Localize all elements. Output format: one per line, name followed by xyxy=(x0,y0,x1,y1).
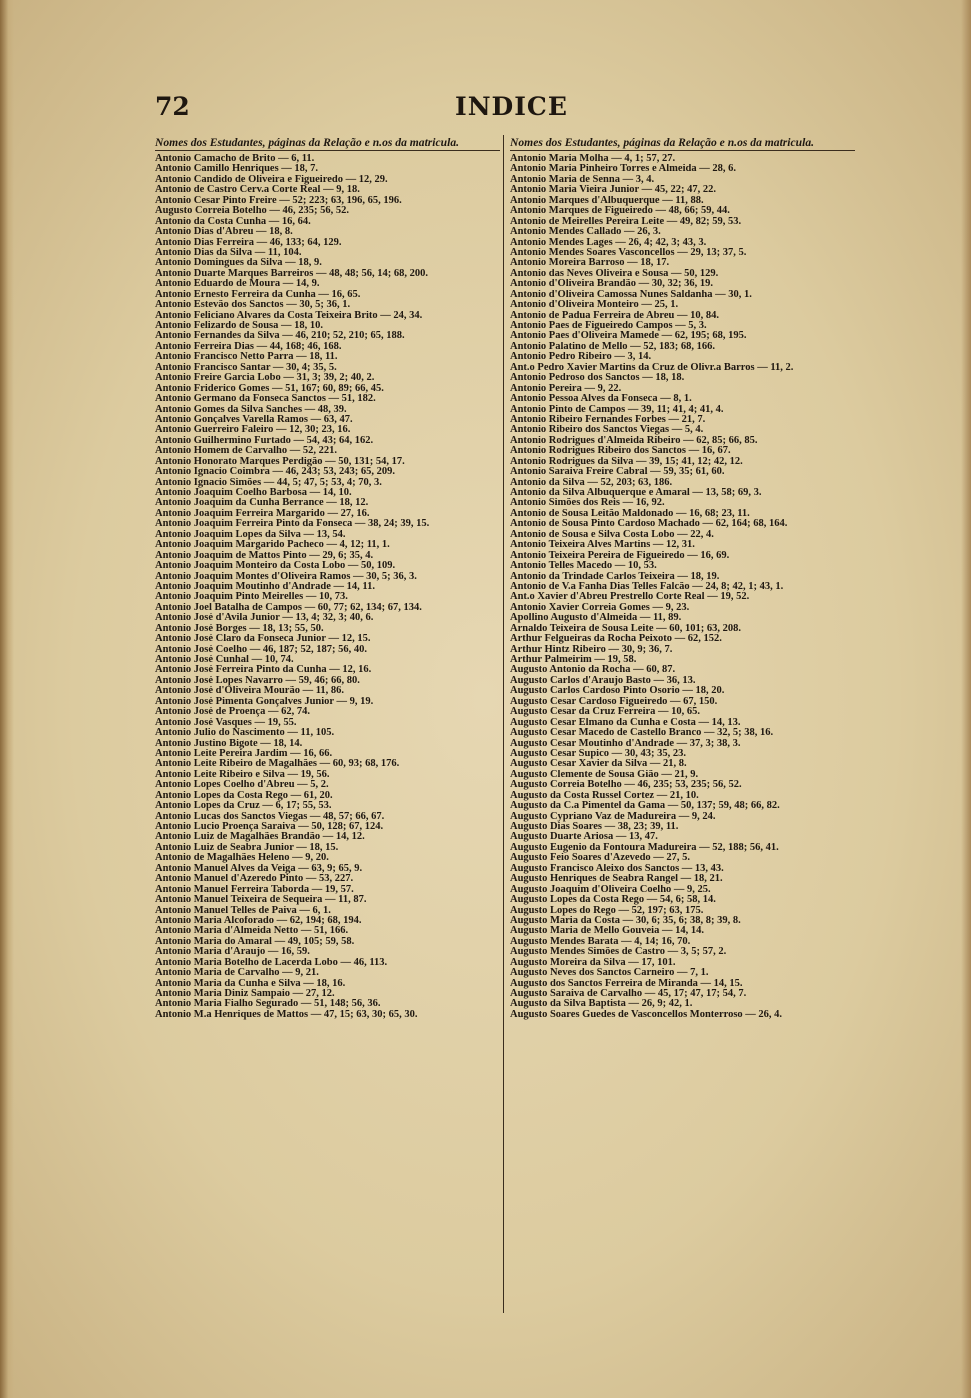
index-entry: Augusto Cesar Cardoso Figueiredo — 67, 150. xyxy=(510,696,718,707)
index-entry: Antonio José Lopes Navarro — 59, 46; 66, 80. xyxy=(155,675,360,686)
index-entry: Antonio das Neves Oliveira e Sousa — 50, 129. xyxy=(510,268,719,279)
index-entry: Antonio Felizardo de Sousa — 18, 10. xyxy=(155,321,324,331)
page-left-edge xyxy=(0,0,14,1398)
index-entry: Augusto Carlos d'Araujo Basto — 36, 13. xyxy=(510,675,696,686)
index-entry: Antonio Joaquim da Cunha Berrance — 18, 12. xyxy=(155,498,369,509)
index-entry: Antonio Pedro Ribeiro — 3, 14. xyxy=(510,352,652,363)
index-entry: Antonio Maria Alcoforado — 62, 194; 68, 194. xyxy=(155,915,362,926)
index-entry: Antonio Joaquim Margarido Pacheco — 4, 12; 11, 1. xyxy=(155,540,390,551)
right-column xyxy=(510,135,855,1020)
index-entry: Antonio d'Oliveira Camossa Nunes Saldanha — 30, 1. xyxy=(510,289,752,300)
index-entry: Augusto Cesar Elmano da Cunha e Costa — 14, 13. xyxy=(510,717,741,728)
index-entry: Antonio Maria Fialho Segurado — 51, 148; 56, 36. xyxy=(155,999,381,1010)
index-entry: Arnaldo Teixeira de Sousa Leite — 60, 101; 63, 208. xyxy=(510,623,742,634)
index-entry: Augusto Mendes Barata — 4, 14; 16, 70. xyxy=(510,936,691,947)
index-entry: Antonio Luiz de Magalhães Brandão — 14, 12. xyxy=(155,832,365,843)
index-entry: Antonio Pinto de Campos — 39, 11; 41, 4; 41, 4. xyxy=(510,404,724,415)
index-entry: Augusto Lopes do Rego — 52, 197; 63, 175. xyxy=(510,905,704,916)
index-entry: Arthur Palmeirim — 19, 58. xyxy=(510,655,637,665)
index-entry: Arthur Felgueiras da Rocha Peixoto — 62, 152. xyxy=(510,634,722,645)
index-entry: Antonio de Meirelles Pereira Leite — 49, 82; 59, 53. xyxy=(510,216,742,227)
index-entry: Antonio Ferreira Dias — 44, 168; 46, 168. xyxy=(155,341,342,352)
index-entry: Antonio Xavier Correia Gomes — 9, 23. xyxy=(510,602,690,613)
index-entry: Augusto Saraiva de Carvalho — 45, 17; 47, 17; 54, 7. xyxy=(510,989,747,999)
index-entry: Antonio Justino Bigote — 18, 14. xyxy=(155,738,303,749)
index-entry: Antonio Fernandes da Silva — 46, 210; 52, 210; 65, 188. xyxy=(155,331,405,342)
index-entry: Antonio Manuel d'Azeredo Pinto — 53, 227. xyxy=(155,874,354,885)
index-entry: Antonio Francisco Santar — 30, 4; 35, 5. xyxy=(155,362,337,373)
index-entry: Antonio Joaquim Ferreira Pinto da Fonseca — 38, 24; 39, 15. xyxy=(155,519,430,530)
index-entry: Augusto Cesar Xavier da Silva — 21, 8. xyxy=(510,759,687,770)
index-entry: Antonio Moreira Barroso — 18, 17. xyxy=(510,258,670,269)
index-entry: Antonio de Sousa Pinto Cardoso Machado — 62, 164; 68, 164. xyxy=(510,519,788,530)
index-entry: Antonio Guilhermino Furtado — 54, 43; 64, 162. xyxy=(155,435,374,446)
index-entry: Antonio Joaquim Coelho Barbosa — 14, 10. xyxy=(155,488,352,498)
index-entry: Antonio Leite Pereira Jardim — 16, 66. xyxy=(155,748,333,759)
index-entry: Antonio Francisco Netto Parra — 18, 11. xyxy=(155,352,338,363)
index-entry: Antonio José d'Oliveira Mourão — 11, 86. xyxy=(155,686,344,697)
right-entries-list xyxy=(510,154,855,1020)
index-entry: Antonio Paes de Figueiredo Campos — 5, 3. xyxy=(510,321,707,331)
left-entries-list xyxy=(155,154,500,1020)
index-entry: Augusto Cesar Supico — 30, 43; 35, 23. xyxy=(510,748,686,759)
right-column-header: Nomes dos Estudantes, páginas da Relação e n.os da matricula. xyxy=(510,135,855,151)
index-entry: Antonio Maria da Cunha e Silva — 18, 16. xyxy=(155,978,346,989)
index-entry: Antonio Manuel Alves da Veiga — 63, 9; 65, 9. xyxy=(155,863,363,874)
index-entry: Antonio Gomes da Silva Sanches — 48, 39. xyxy=(155,404,347,415)
index-entry: Antonio Maria de Carvalho — 9, 21. xyxy=(155,968,319,979)
column-divider xyxy=(503,135,504,1313)
index-entry: Augusto Lopes da Costa Rego — 54, 6; 58, 14. xyxy=(510,895,716,906)
index-entry: Augusto da Silva Baptista — 26, 9; 42, 1. xyxy=(510,999,693,1010)
index-entry: Antonio José Cunhal — 10, 74. xyxy=(155,655,294,665)
index-entry: Antonio Dias d'Abreu — 18, 8. xyxy=(155,227,293,238)
index-entry: Antonio Joel Batalha de Campos — 60, 77; 62, 134; 67, 134. xyxy=(155,602,422,613)
index-entry: Antonio Joaquim Lopes da Silva — 13, 54. xyxy=(155,529,346,540)
index-entry: Antonio Maria Vieira Junior — 45, 22; 47, 22. xyxy=(510,185,717,196)
index-entry: Antonio Camillo Henriques — 18, 7. xyxy=(155,164,319,175)
index-entry: Augusto Joaquim d'Oliveira Coelho — 9, 25. xyxy=(510,884,711,895)
left-column-header: Nomes dos Estudantes, páginas da Relação e n.os da matricula. xyxy=(155,135,500,151)
index-entry: Antonio Leite Ribeiro e Silva — 19, 56. xyxy=(155,769,330,780)
index-entry: Augusto Henriques de Seabra Rangel — 18, 21. xyxy=(510,874,723,885)
index-entry: Augusto Cypriano Vaz de Madureira — 9, 24. xyxy=(510,811,716,822)
page-right-edge xyxy=(961,0,971,1398)
index-entry: Augusto Maria de Mello Gouveia — 14, 14. xyxy=(510,926,704,937)
index-entry: Antonio de Castro Cerv.a Corte Real — 9, 18. xyxy=(155,185,360,196)
index-entry: Antonio Lucio Proença Saraiva — 50, 128; 67, 124. xyxy=(155,822,384,832)
index-entry: Antonio José Coelho — 46, 187; 52, 187; 56, 40. xyxy=(155,644,368,655)
index-entry: Antonio Marques de Figueiredo — 48, 66; 59, 44. xyxy=(510,206,730,217)
index-entry: Augusto Antonio da Rocha — 60, 87. xyxy=(510,665,676,676)
index-entry: Antonio da Silva Albuquerque e Amaral — 13, 58; 69, 3. xyxy=(510,488,762,498)
index-entry: Augusto Soares Guedes de Vasconcellos Monterroso — 26, 4. xyxy=(510,1009,783,1020)
index-entry: Antonio Eduardo de Moura — 14, 9. xyxy=(155,279,320,290)
index-entry: Antonio José de Proença — 62, 74. xyxy=(155,707,310,718)
index-entry: Antonio Leite Ribeiro de Magalhães — 60, 93; 68, 176. xyxy=(155,759,400,770)
index-entry: Antonio Teixeira Pereira de Figueiredo — 16, 69. xyxy=(510,550,730,561)
index-entry: Antonio Joaquim Monteiro da Costa Lobo — 50, 109. xyxy=(155,561,396,572)
index-entry: Antonio Maria Diniz Sampaio — 27, 12. xyxy=(155,989,335,999)
index-entry: Antonio Telles Macedo — 10, 53. xyxy=(510,561,657,572)
index-entry: Antonio Honorato Marques Perdigão — 50, 131; 54, 17. xyxy=(155,456,405,467)
index-entry: Antonio de Magalhães Heleno — 9, 20. xyxy=(155,853,329,864)
index-entry: Antonio Lopes da Cruz — 6, 17; 55, 53. xyxy=(155,801,332,812)
index-entry: Antonio Saraiva Freire Cabral — 59, 35; 61, 60. xyxy=(510,467,725,478)
index-entry: Antonio Ribeiro Fernandes Forbes — 21, 7. xyxy=(510,414,706,425)
index-entry: Antonio Maria Botelho de Lacerda Lobo — 46, 113. xyxy=(155,957,388,968)
index-entry: Augusto Maria da Costa — 30, 6; 35, 6; 38, 8; 39, 8. xyxy=(510,915,741,926)
index-entry: Apollino Augusto d'Almeida — 11, 89. xyxy=(510,613,682,624)
index-entry: Arthur Hintz Ribeiro — 30, 9; 36, 7. xyxy=(510,644,673,655)
index-entry: Antonio Joaquim Pinto Meirelles — 10, 73. xyxy=(155,592,348,603)
index-entry: Augusto Duarte Ariosa — 13, 47. xyxy=(510,832,658,843)
index-entry: Augusto Clemente de Sousa Gião — 21, 9. xyxy=(510,769,699,780)
index-entry: Antonio d'Oliveira Monteiro — 25, 1. xyxy=(510,300,679,311)
index-entry: Augusto Cesar Moutinho d'Andrade — 37, 3; 38, 3. xyxy=(510,738,741,749)
index-entry: Antonio M.a Henriques de Mattos — 47, 15; 63, 30; 65, 30. xyxy=(155,1009,418,1020)
index-entry: Antonio Maria d'Almeida Netto — 51, 166. xyxy=(155,926,349,937)
index-entry: Antonio Ribeiro dos Sanctos Viegas — 5, 4. xyxy=(510,425,704,436)
index-entry: Antonio Maria de Senna — 3, 4. xyxy=(510,174,655,185)
index-entry: Antonio de V.a Fanha Dias Telles Falcão — 24, 8; 42, 1; 43, 1. xyxy=(510,581,784,592)
index-entry: Antonio Maria do Amaral — 49, 105; 59, 58. xyxy=(155,936,355,947)
index-entry: Antonio Pessoa Alves da Fonseca — 8, 1. xyxy=(510,394,692,405)
index-entry: Antonio Marques d'Albuquerque — 11, 88. xyxy=(510,195,704,206)
index-entry: Antonio José Ferreira Pinto da Cunha — 12, 16. xyxy=(155,665,372,676)
index-entry: Augusto da C.a Pimentel da Gama — 50, 137; 59, 48; 66, 82. xyxy=(510,801,780,812)
index-entry: Antonio Pedroso dos Sanctos — 18, 18. xyxy=(510,373,685,384)
index-entry: Antonio de Padua Ferreira de Abreu — 10, 84. xyxy=(510,310,720,321)
index-entry: Antonio José Claro da Fonseca Junior — 12, 15. xyxy=(155,634,371,645)
index-entry: Antonio Ernesto Ferreira da Cunha — 16, 65. xyxy=(155,289,361,300)
index-entry: Antonio Ignacio Coimbra — 46, 243; 53, 243; 65, 209. xyxy=(155,467,396,478)
index-entry: Antonio da Trindade Carlos Teixeira — 18, 19. xyxy=(510,571,720,582)
index-entry: Antonio Joaquim Ferreira Margarido — 27, 16. xyxy=(155,508,370,519)
index-entry: Antonio Paes d'Oliveira Mamede — 62, 195; 68, 195. xyxy=(510,331,747,342)
page-title: INDICE xyxy=(455,92,568,121)
index-entry: Antonio de Sousa Leitão Maldonado — 16, 68; 23, 11. xyxy=(510,508,750,519)
index-entry: Antonio Mendes Lages — 26, 4; 42, 3; 43, 3. xyxy=(510,237,707,248)
page-number: 72 xyxy=(155,92,190,121)
index-entry: Antonio Mendes Soares Vasconcellos — 29, 13; 37, 5. xyxy=(510,247,747,258)
index-entry: Antonio Joaquim Moutinho d'Andrade — 14, 11. xyxy=(155,581,375,592)
index-entry: Antonio de Sousa e Silva Costa Lobo — 22, 4. xyxy=(510,529,714,540)
index-entry: Antonio Luiz de Seabra Junior — 18, 15. xyxy=(155,842,339,853)
index-entry: Augusto Eugenio da Fontoura Madureira — 52, 188; 56, 41. xyxy=(510,842,779,853)
index-entry: Antonio Manuel Teixeira de Sequeira — 11, 87. xyxy=(155,895,367,906)
index-entry: Antonio Dias Ferreira — 46, 133; 64, 129. xyxy=(155,237,342,248)
index-entry: Antonio Maria Molha — 4, 1; 57, 27. xyxy=(510,154,676,164)
index-entry: Antonio Joaquim de Mattos Pinto — 29, 6; 35, 4. xyxy=(155,550,374,561)
index-entry: Antonio Domingues da Silva — 18, 9. xyxy=(155,258,322,269)
index-entry: Augusto Correia Botelho — 46, 235; 56, 52. xyxy=(155,206,350,217)
index-entry: Antonio Maria Pinheiro Torres e Almeida — 28, 6. xyxy=(510,164,736,175)
index-entry: Antonio Lopes da Costa Rego — 61, 20. xyxy=(155,790,333,801)
index-entry: Antonio Manuel Ferreira Taborda — 19, 57. xyxy=(155,884,354,895)
index-entry: Antonio Rodrigues d'Almeida Ribeiro — 62, 85; 66, 85. xyxy=(510,435,758,446)
index-entry: Augusto Feio Soares d'Azevedo — 27, 5. xyxy=(510,853,691,864)
index-entry: Antonio Lopes Coelho d'Abreu — 5, 2. xyxy=(155,780,329,791)
index-entry: Antonio Mendes Callado — 26, 3. xyxy=(510,227,661,238)
index-entry: Antonio Dias da Silva — 11, 104. xyxy=(155,247,302,258)
index-entry: Augusto Mendes Simões de Castro — 3, 5; 57, 2. xyxy=(510,947,727,958)
index-entry: Antonio Pereira — 9, 22. xyxy=(510,383,622,394)
index-entry: Antonio Rodrigues Ribeiro dos Sanctos — 16, 67. xyxy=(510,446,731,457)
index-entry: Antonio Guerreiro Faleiro — 12, 30; 23, 16. xyxy=(155,425,351,436)
index-entry: Antonio Manuel Telles de Paiva — 6, 1. xyxy=(155,905,331,916)
index-entry: Augusto Carlos Cardoso Pinto Osorio — 18, 20. xyxy=(510,686,725,697)
index-entry: Antonio Ignacio Simões — 44, 5; 47, 5; 53, 4; 70, 3. xyxy=(155,477,382,488)
index-entry: Antonio Rodrigues da Silva — 39, 15; 41, 12; 42, 12. xyxy=(510,456,743,467)
index-entry: Augusto Francisco Aleixo dos Sanctos — 13, 43. xyxy=(510,863,724,874)
index-entry: Antonio José d'Avila Junior — 13, 4; 32, 3; 40, 6. xyxy=(155,613,374,624)
index-entry: Antonio Simões dos Reis — 16, 92. xyxy=(510,498,665,509)
index-entry: Antonio José Vasques — 19, 55. xyxy=(155,717,297,728)
index-entry: Antonio Lucas dos Sanctos Viegas — 48, 57; 66, 67. xyxy=(155,811,385,822)
index-entry: Antonio Maria d'Araujo — 16, 59. xyxy=(155,947,310,958)
index-entry: Antonio Friderico Gomes — 51, 167; 60, 89; 66, 45. xyxy=(155,383,384,394)
index-entry: Augusto Correia Botelho — 46, 235; 53, 235; 56, 52. xyxy=(510,780,742,791)
index-entry: Augusto Cesar da Cruz Ferreira — 10, 65. xyxy=(510,707,701,718)
index-entry: Antonio Cesar Pinto Freire — 52; 223; 63, 196, 65, 196. xyxy=(155,195,402,206)
index-entry: Ant.o Pedro Xavier Martins da Cruz de Olivr.a Barros — 11, 2. xyxy=(510,362,794,373)
index-entry: Antonio Julio do Nascimento — 11, 105. xyxy=(155,728,335,739)
index-entry: Augusto da Costa Russel Cortez — 21, 10. xyxy=(510,790,699,801)
index-entry: Antonio Germano da Fonseca Sanctos — 51, 182. xyxy=(155,394,376,405)
index-entry: Antonio Gonçalves Varella Ramos — 63, 47. xyxy=(155,414,353,425)
index-entry: Antonio Candido de Oliveira e Figueiredo — 12, 29. xyxy=(155,174,388,185)
index-entry: Antonio Feliciano Alvares da Costa Teixeira Brito — 24, 34. xyxy=(155,310,423,321)
index-entry: Antonio da Silva — 52, 203; 63, 186. xyxy=(510,477,673,488)
index-entry: Antonio Palatino de Mello — 52, 183; 68, 166. xyxy=(510,341,716,352)
index-entry: Antonio José Borges — 18, 13; 55, 50. xyxy=(155,623,324,634)
index-entry: Antonio Camacho de Brito — 6, 11. xyxy=(155,154,315,164)
index-entry: Augusto dos Sanctos Ferreira de Miranda — 14, 15. xyxy=(510,978,743,989)
index-entry: Antonio da Costa Cunha — 16, 64. xyxy=(155,216,311,227)
index-entry: Augusto Moreira da Silva — 17, 101. xyxy=(510,957,676,968)
index-entry: Antonio Duarte Marques Barreiros — 48, 48; 56, 14; 68, 200. xyxy=(155,268,428,279)
index-entry: Antonio Estevão dos Sanctos — 30, 5; 36, 1. xyxy=(155,300,351,311)
index-entry: Antonio José Pimenta Gonçalves Junior — 9, 19. xyxy=(155,696,374,707)
left-column xyxy=(155,135,500,1020)
index-entry: Antonio d'Oliveira Brandão — 30, 32; 36, 19. xyxy=(510,279,714,290)
index-entry: Antonio Teixeira Alves Martins — 12, 31. xyxy=(510,540,695,551)
index-entry: Antonio Freire Garcia Lobo — 31, 3; 39, 2; 40, 2. xyxy=(155,373,375,384)
index-entry: Antonio Joaquim Montes d'Oliveira Ramos — 30, 5; 36, 3. xyxy=(155,571,417,582)
index-entry: Antonio Homem de Carvalho — 52, 221. xyxy=(155,446,337,457)
index-entry: Augusto Dias Soares — 38, 23; 39, 11. xyxy=(510,822,679,832)
index-entry: Augusto Neves dos Sanctos Carneiro — 7, 1. xyxy=(510,968,709,979)
index-entry: Ant.o Xavier d'Abreu Prestrello Corte Real — 19, 52. xyxy=(510,592,750,603)
index-entry: Augusto Cesar Macedo de Castello Branco — 32, 5; 38, 16. xyxy=(510,728,774,739)
